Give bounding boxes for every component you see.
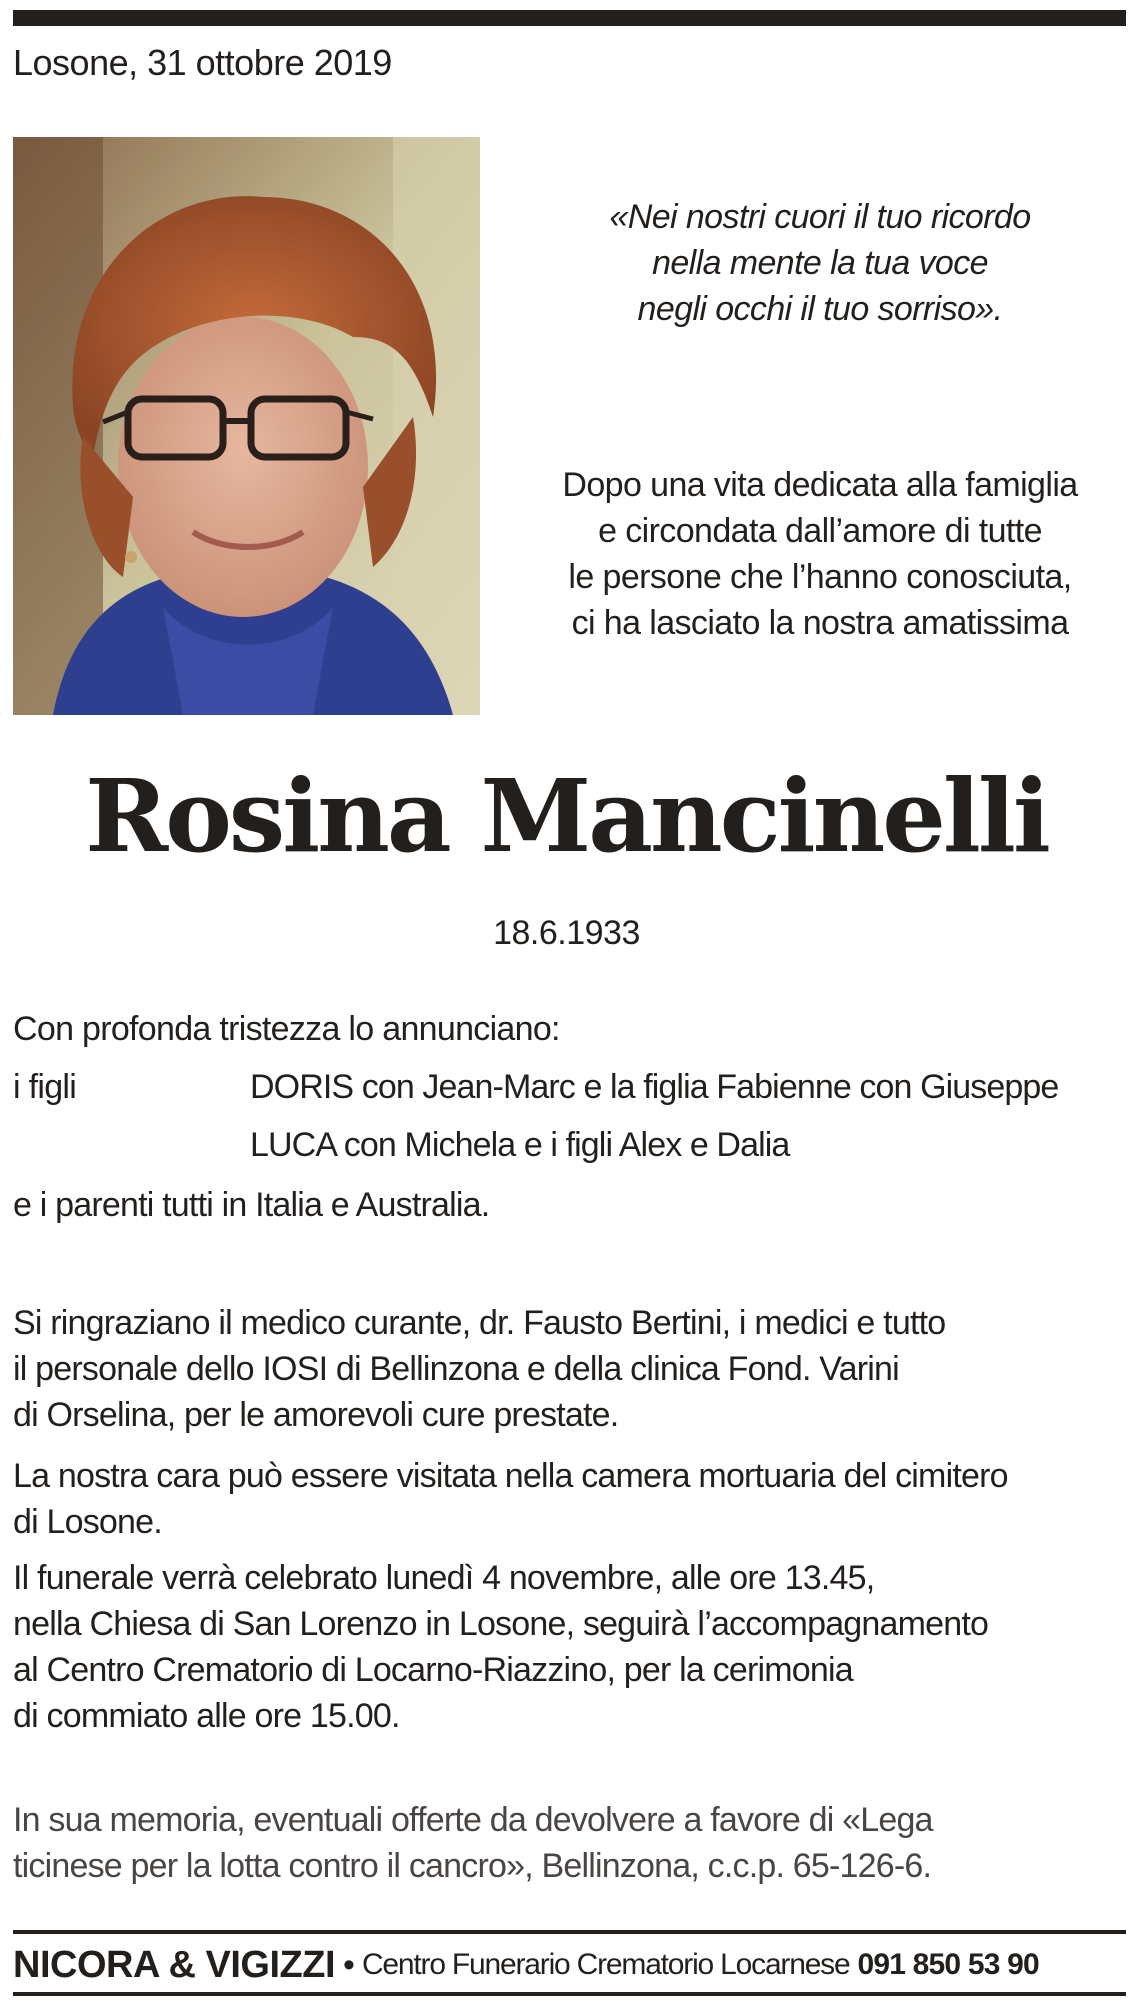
- paragraph-line: nella Chiesa di San Lorenzo in Losone, seguirà l’accompagnamento: [13, 1605, 989, 1643]
- donations-paragraph: [13, 1797, 933, 1889]
- announcement-heading: Con profonda tristezza lo annunciano:: [13, 1010, 560, 1048]
- paragraph-line: ticinese per la lotta contro il cancro», Bellinzona, c.c.p. 65-126-6.: [13, 1847, 932, 1885]
- intro-text: [520, 462, 1120, 646]
- paragraph-line: il personale dello IOSI di Bellinzona e della clinica Fond. Varini: [13, 1350, 899, 1388]
- quote-line: nella mente la tua voce: [652, 244, 988, 282]
- footer-separator: •: [343, 1945, 354, 1984]
- intro-line: Dopo una vita dedicata alla famiglia: [562, 466, 1078, 504]
- birth-date: 18.6.1933: [493, 914, 640, 952]
- footer-bar: [13, 1942, 1126, 1988]
- memorial-quote: [520, 194, 1120, 332]
- funeral-home-name: NICORA & VIGIZZI: [13, 1943, 336, 1986]
- paragraph-line: In sua memoria, eventuali offerte da devolvere a favore di «Lega: [13, 1801, 933, 1839]
- footer-rule-bottom: [13, 1992, 1126, 1996]
- child-entry: DORIS con Jean-Marc e la figlia Fabienne con Giuseppe: [250, 1068, 1059, 1106]
- portrait-photo: [13, 137, 480, 715]
- paragraph-line: di Losone.: [13, 1503, 162, 1541]
- footer-rule-top: [13, 1930, 1126, 1934]
- thanks-paragraph: [13, 1300, 945, 1438]
- funeral-home-description: Centro Funerario Crematorio Locarnese: [361, 1948, 850, 1981]
- paragraph-line: Il funerale verrà celebrato lunedì 4 novembre, alle ore 13.45,: [13, 1559, 875, 1597]
- children-label: i figli: [13, 1068, 77, 1106]
- child-entry: LUCA con Michela e i figli Alex e Dalia: [250, 1126, 790, 1164]
- place-date: Losone, 31 ottobre 2019: [13, 42, 392, 83]
- paragraph-line: di commiato alle ore 15.00.: [13, 1697, 400, 1735]
- intro-line: e circondata dall’amore di tutte: [598, 512, 1042, 550]
- intro-line: ci ha lasciato la nostra amatissima: [571, 604, 1069, 642]
- relatives-line: e i parenti tutti in Italia e Australia.: [13, 1186, 490, 1224]
- top-rule: [13, 10, 1126, 26]
- deceased-name: Rosina Mancinelli: [85, 757, 1048, 875]
- visit-paragraph: [13, 1453, 1008, 1545]
- quote-line: «Nei nostri cuori il tuo ricordo: [609, 198, 1031, 236]
- funeral-home-phone: 091 850 53 90: [857, 1948, 1039, 1981]
- paragraph-line: al Centro Crematorio di Locarno-Riazzino, per la cerimonia: [13, 1651, 853, 1689]
- intro-line: le persone che l’hanno conosciuta,: [568, 558, 1072, 596]
- paragraph-line: di Orselina, per le amorevoli cure prestate.: [13, 1396, 619, 1434]
- quote-line: negli occhi il tuo sorriso».: [637, 290, 1003, 328]
- funeral-paragraph: [13, 1555, 988, 1739]
- paragraph-line: Si ringraziano il medico curante, dr. Fausto Bertini, i medici e tutto: [13, 1304, 946, 1342]
- paragraph-line: La nostra cara può essere visitata nella camera mortuaria del cimitero: [13, 1457, 1008, 1495]
